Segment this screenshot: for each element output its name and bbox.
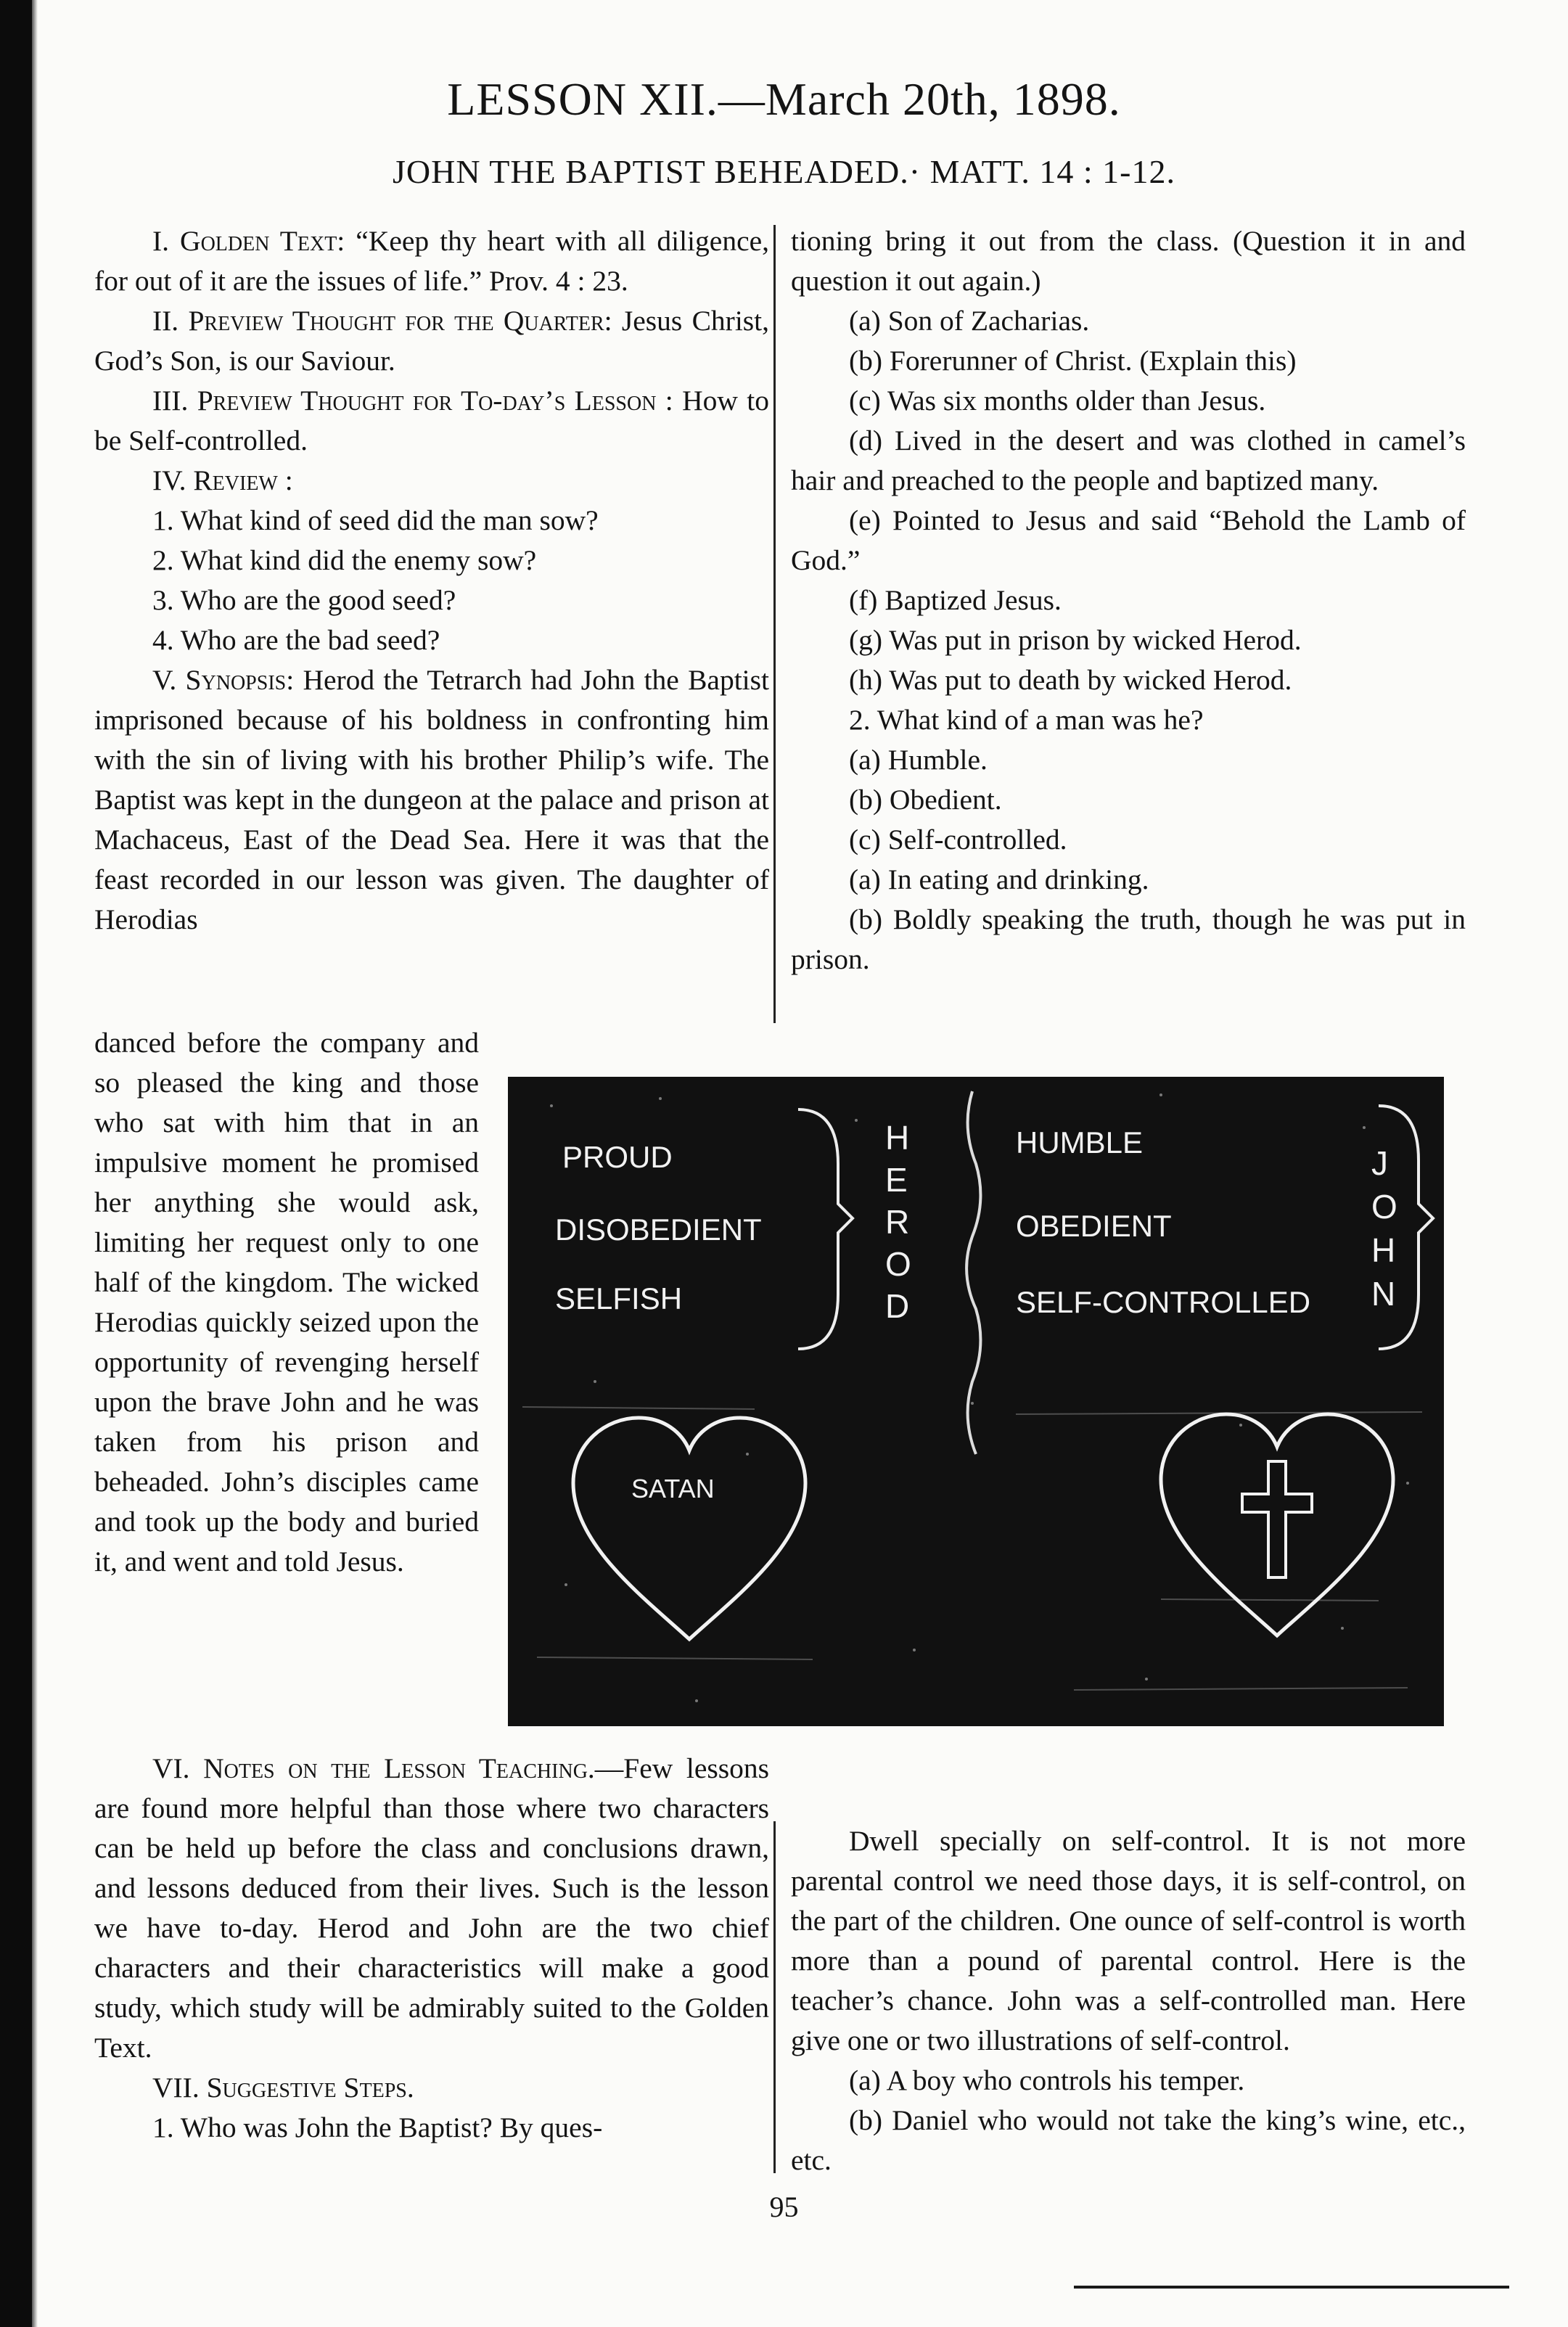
right-column-bottom (791, 1821, 1466, 2180)
self-control-text: Dwell specially on self-control. It is not more parental control we need those days, it is self-control, on the part of the children. One ounce of self-control is worth more than a pound of parental control. Here is the teacher’s chance. John was a self-controlled man. Here give one or two illustrations of self-control. (791, 1825, 1466, 2056)
lesson-subtitle: JOHN THE BAPTIST BEHEADED.· MATT. 14 : 1-12. (393, 153, 1175, 190)
dividing-line (966, 1091, 980, 1454)
herod-letter: D (885, 1287, 910, 1325)
preview-lesson-label: III. Preview Thought for To-day’s Lesson : (152, 385, 673, 416)
list-item: (g) Was put in prison by wicked Herod. (849, 624, 1302, 656)
list-item: (a) Son of Zacharias. (849, 305, 1090, 337)
herod-trait: SELFISH (555, 1281, 683, 1316)
list-item: (c) Was six months older than Jesus. (849, 385, 1266, 416)
list-item: (a) A boy who controls his temper. (849, 2064, 1245, 2096)
herod-letter: O (885, 1245, 911, 1283)
synopsis-label: V. Synopsis: (152, 664, 295, 696)
left-column-top (94, 221, 769, 940)
list-item: (d) Lived in the desert and was clothed in camel’s hair and preached to the people and baptized many. (791, 424, 1466, 496)
preview-quarter-label: II. Preview Thought for the Quarter: (152, 305, 612, 337)
review-item: 2. What kind did the enemy sow? (152, 544, 537, 576)
list-item: (c) Self-controlled. (849, 824, 1067, 855)
column-divider-bottom (773, 1821, 776, 2173)
steps-label: VII. Suggestive Steps. (152, 2072, 414, 2104)
review-item: 4. Who are the bad seed? (152, 624, 440, 656)
golden-text-label: I. Golden Text: (152, 225, 345, 257)
golden-text: “Keep thy heart with all diligence, for out of it are the issues of life.” Prov. 4 : 23. (94, 225, 770, 297)
john-trait: HUMBLE (1016, 1125, 1144, 1160)
john-trait: OBEDIENT (1016, 1209, 1172, 1243)
john-letter: H (1371, 1231, 1396, 1269)
heart-satan (573, 1418, 805, 1639)
list-item: (b) Boldly speaking the truth, though he was put in prison. (791, 903, 1466, 975)
list-item: (a) In eating and drinking. (849, 863, 1149, 895)
john-letter: N (1371, 1275, 1396, 1313)
herod-letter: H (885, 1119, 910, 1157)
right-column-top (791, 221, 1466, 980)
list-item: (a) Humble. (849, 744, 988, 776)
blackboard-illustration (508, 1077, 1444, 1726)
list-item: (b) Obedient. (849, 784, 1002, 816)
herod-letter: R (885, 1203, 910, 1241)
herod-trait: DISOBEDIENT (555, 1212, 762, 1247)
page-number: 95 (769, 2191, 799, 2223)
review-item: 1. What kind of seed did the man sow? (152, 504, 599, 536)
left-column-bottom (94, 1749, 769, 2148)
cross-icon (1242, 1461, 1312, 1577)
preview-lesson-text: How to be Self-controlled. (94, 385, 770, 456)
list-item: (b) Daniel who would not take the king’s wine, etc., etc. (791, 2104, 1466, 2176)
list-item: (e) Pointed to Jesus and said “Behold the Lamb of God.” (791, 504, 1466, 576)
john-letter: O (1371, 1188, 1397, 1226)
blackboard-drawing (508, 1077, 1444, 1726)
column-divider-top (773, 225, 776, 1023)
herod-trait: PROUD (562, 1140, 673, 1174)
questioning-continuation: tioning bring it out from the class. (Question it in and question it out again.) (791, 225, 1466, 297)
heart-john (1161, 1414, 1393, 1636)
narrow-column (94, 1023, 479, 1582)
notes-label: VI. Notes on the Lesson Teaching. (152, 1752, 595, 1784)
footer-rule (1074, 2286, 1509, 2289)
synopsis-text: Herod the Tetrarch had John the Baptist imprisoned because of his boldness in confronting him with the sin of living with his brother Philip’s wife. The Baptist was kept in the dungeon at the palace and prison at Machaceus, East of the Dead Sea. Here it was that the feast recorded in our lesson was given. The daughter of Herodias (94, 664, 769, 935)
lesson-title: LESSON XII.—March 20th, 1898. (447, 73, 1121, 125)
list-item: (h) Was put to death by wicked Herod. (849, 664, 1292, 696)
steps-text: 1. Who was John the Baptist? By ques- (152, 2111, 603, 2143)
review-item: 3. Who are the good seed? (152, 584, 456, 616)
list-item: (f) Baptized Jesus. (849, 584, 1062, 616)
herod-brace (798, 1109, 853, 1349)
synopsis-continuation: danced before the company and so pleased the king and those who sat with him that in an impulsive moment he promised her anything she would ask, limiting her request only to one half of the kingdom. The wicked Herodias quickly seized upon the opportunity of revenging herself upon the brave John and he was taken from his prison and beheaded. John’s disciples came and took up the body and buried it, and went and told Jesus. (94, 1027, 479, 1577)
list-item: 2. What kind of a man was he? (849, 704, 1204, 736)
book-spine (0, 0, 32, 2327)
review-label: IV. Review : (152, 464, 293, 496)
spine-shadow (32, 0, 38, 2327)
john-letter: J (1371, 1144, 1388, 1182)
list-item: (b) Forerunner of Christ. (Explain this) (849, 345, 1297, 377)
preview-quarter-text: Jesus Christ, God’s Son, is our Saviour. (94, 305, 770, 377)
heart-satan-label: SATAN (631, 1474, 715, 1503)
herod-letter: E (885, 1161, 908, 1199)
john-trait: SELF-CONTROLLED (1016, 1285, 1311, 1319)
notes-text: —Few lessons are found more helpful than those where two characters can be held up before the class and conclusions drawn, and lessons deduced from their lives. Such is the lesson we have to-day. Herod and John are the two chief characters and their characteristics will make a good study, which study will be admirably suited to the Golden Text. (94, 1752, 769, 2064)
